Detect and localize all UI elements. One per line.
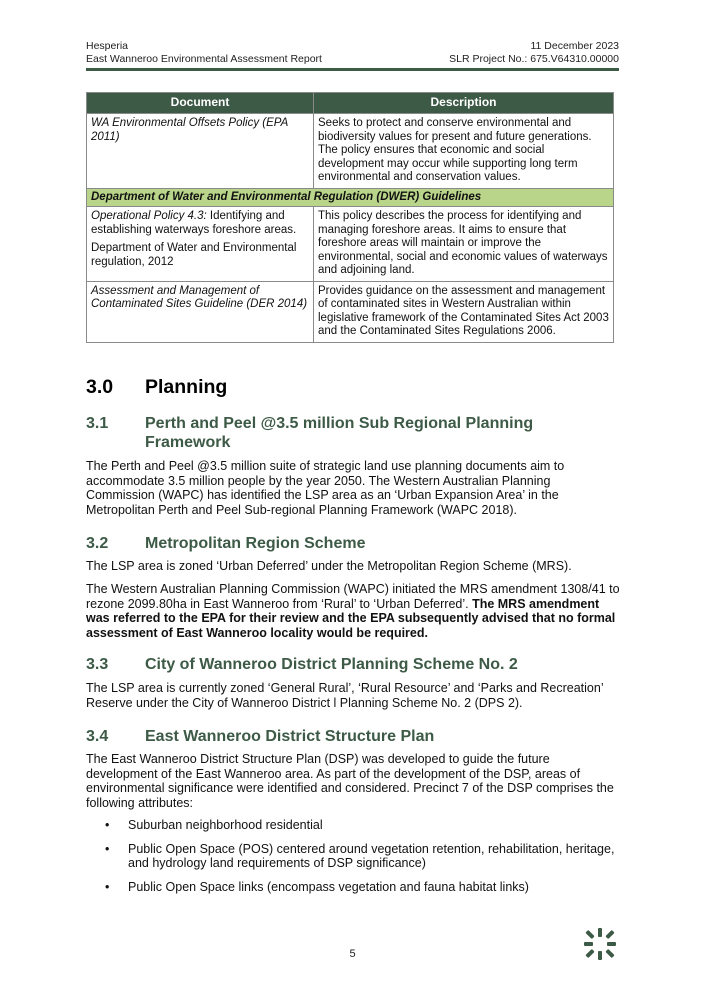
subsection-title: Perth and Peel @3.5 million Sub Regional Planning Framework: [145, 415, 534, 451]
table-cell-description: This policy describes the process for identifying and managing foreshore areas. It aims to ensure that foreshore areas will maintain or improve the environmental, social and economic values of waterways and adjoining land.: [314, 207, 614, 282]
section-number: 3.0: [86, 376, 114, 398]
list-item: [86, 842, 621, 871]
list-item: [86, 818, 621, 833]
table-cell-document: [87, 207, 314, 282]
section-title: Planning: [145, 376, 228, 398]
document-name-rest: Identifying and establishing waterways foreshore areas.: [91, 210, 297, 236]
table-section-row: [87, 188, 614, 207]
subsection-heading-3-4: [86, 727, 565, 746]
table-header-description: Description: [314, 93, 614, 114]
paragraph-3-2-b: [86, 582, 621, 640]
subsection-title: East Wanneroo District Structure Plan: [145, 728, 435, 745]
list-item-text: Public Open Space (POS) centered around vegetation retention, rehabilitation, heritage, and hydrology land requirements of DSP significance): [128, 841, 615, 871]
header-report-title: East Wanneroo Environmental Assessment Report: [86, 53, 322, 65]
subsection-title: City of Wanneroo District Planning Scheme No. 2: [145, 656, 518, 673]
header-project-number: SLR Project No.: 675.V64310.00000: [449, 53, 619, 65]
header-left: [86, 40, 322, 66]
header-right: [449, 40, 619, 66]
subsection-title: Metropolitan Region Scheme: [145, 535, 366, 552]
bullet-icon: •: [105, 818, 110, 832]
paragraph-3-2-a: The LSP area is zoned ‘Urban Deferred’ under the Metropolitan Region Scheme (MRS).: [86, 559, 572, 573]
header-divider: [86, 68, 619, 71]
subsection-number: 3.2: [86, 535, 109, 552]
list-item: [86, 880, 621, 895]
subsection-number: 3.3: [86, 656, 109, 673]
document-source: Department of Water and Environmental regulation, 2012: [91, 242, 297, 268]
list-item-text: Suburban neighborhood residential: [128, 818, 323, 832]
subsection-number: 3.4: [86, 728, 109, 745]
table-row: [87, 207, 614, 282]
header-date: 11 December 2023: [530, 40, 619, 52]
table-row: [87, 114, 614, 189]
table-cell-description: Seeks to protect and conserve environmental and biodiversity values for present and future generations. The policy ensures that economic and social development may occur while supporting long term environmental and conservation values.: [314, 114, 614, 189]
attributes-list: [86, 818, 621, 903]
paragraph-bold-text: The MRS amendment was referred to the EPA for their review and the EPA subsequently advised that no formal assessment of East Wanneroo locality would be required.: [86, 596, 616, 640]
table-cell-document: Assessment and Management of Contaminated Sites Guideline (DER 2014): [87, 281, 314, 342]
list-item-text: Public Open Space links (encompass vegetation and fauna habitat links): [128, 879, 529, 894]
page-number: 5: [349, 948, 356, 960]
slr-logo-icon: [582, 926, 618, 962]
table-header-document: Document: [87, 93, 314, 114]
paragraph-3-3: The LSP area is currently zoned ‘General Rural’, ‘Rural Resource’ and ‘Parks and Recreation’ Reserve under the City of Wanneroo District l Planning Scheme No. 2 (DPS 2).: [86, 681, 604, 710]
table-cell-description: Provides guidance on the assessment and management of contaminated sites in Western Australian within legislative framework of the Contaminated Sites Act 2003 and the Contaminated Sites Regulations 2006.: [314, 281, 614, 342]
document-name-italic: Operational Policy 4.3:: [91, 210, 207, 222]
table-row: [87, 281, 614, 342]
subsection-number: 3.1: [86, 415, 109, 432]
paragraph-text: The Western Australian Planning Commission (WAPC) initiated the MRS amendment 1308/41 to rezone 2099.80ha in East Wanneroo from ‘Rural’ to ‘Urban Deferred’.: [86, 582, 620, 611]
documents-table: [86, 92, 614, 343]
paragraph-3-1: The Perth and Peel @3.5 million suite of strategic land use planning documents aim to accommodate 3.5 million people by the year 2050. The Western Australian Planning Commission (WAPC) has identified the LSP area as an ‘Urban Expansion Area’ in the Metropolitan Perth and Peel Sub-regional Planning Framework (WAPC 2018).: [86, 459, 565, 517]
paragraph-3-4: The East Wanneroo District Structure Plan (DSP) was developed to guide the future development of the East Wanneroo area. As part of the development of the DSP, areas of environmental significance were identified and considered. Precinct 7 of the DSP comprises the following attributes:: [86, 752, 614, 810]
subsection-heading-3-3: [86, 655, 565, 674]
bullet-icon: •: [105, 879, 110, 894]
header-client: Hesperia: [86, 40, 129, 52]
section-heading-planning: [86, 376, 227, 399]
subsection-heading-3-2: [86, 534, 565, 553]
table-header-row: [87, 93, 614, 114]
table-cell-document: WA Environmental Offsets Policy (EPA 2011): [87, 114, 314, 189]
table-section-label: Department of Water and Environmental Regulation (DWER) Guidelines: [87, 188, 614, 207]
bullet-icon: •: [105, 841, 110, 856]
subsection-heading-3-1: [86, 414, 565, 452]
